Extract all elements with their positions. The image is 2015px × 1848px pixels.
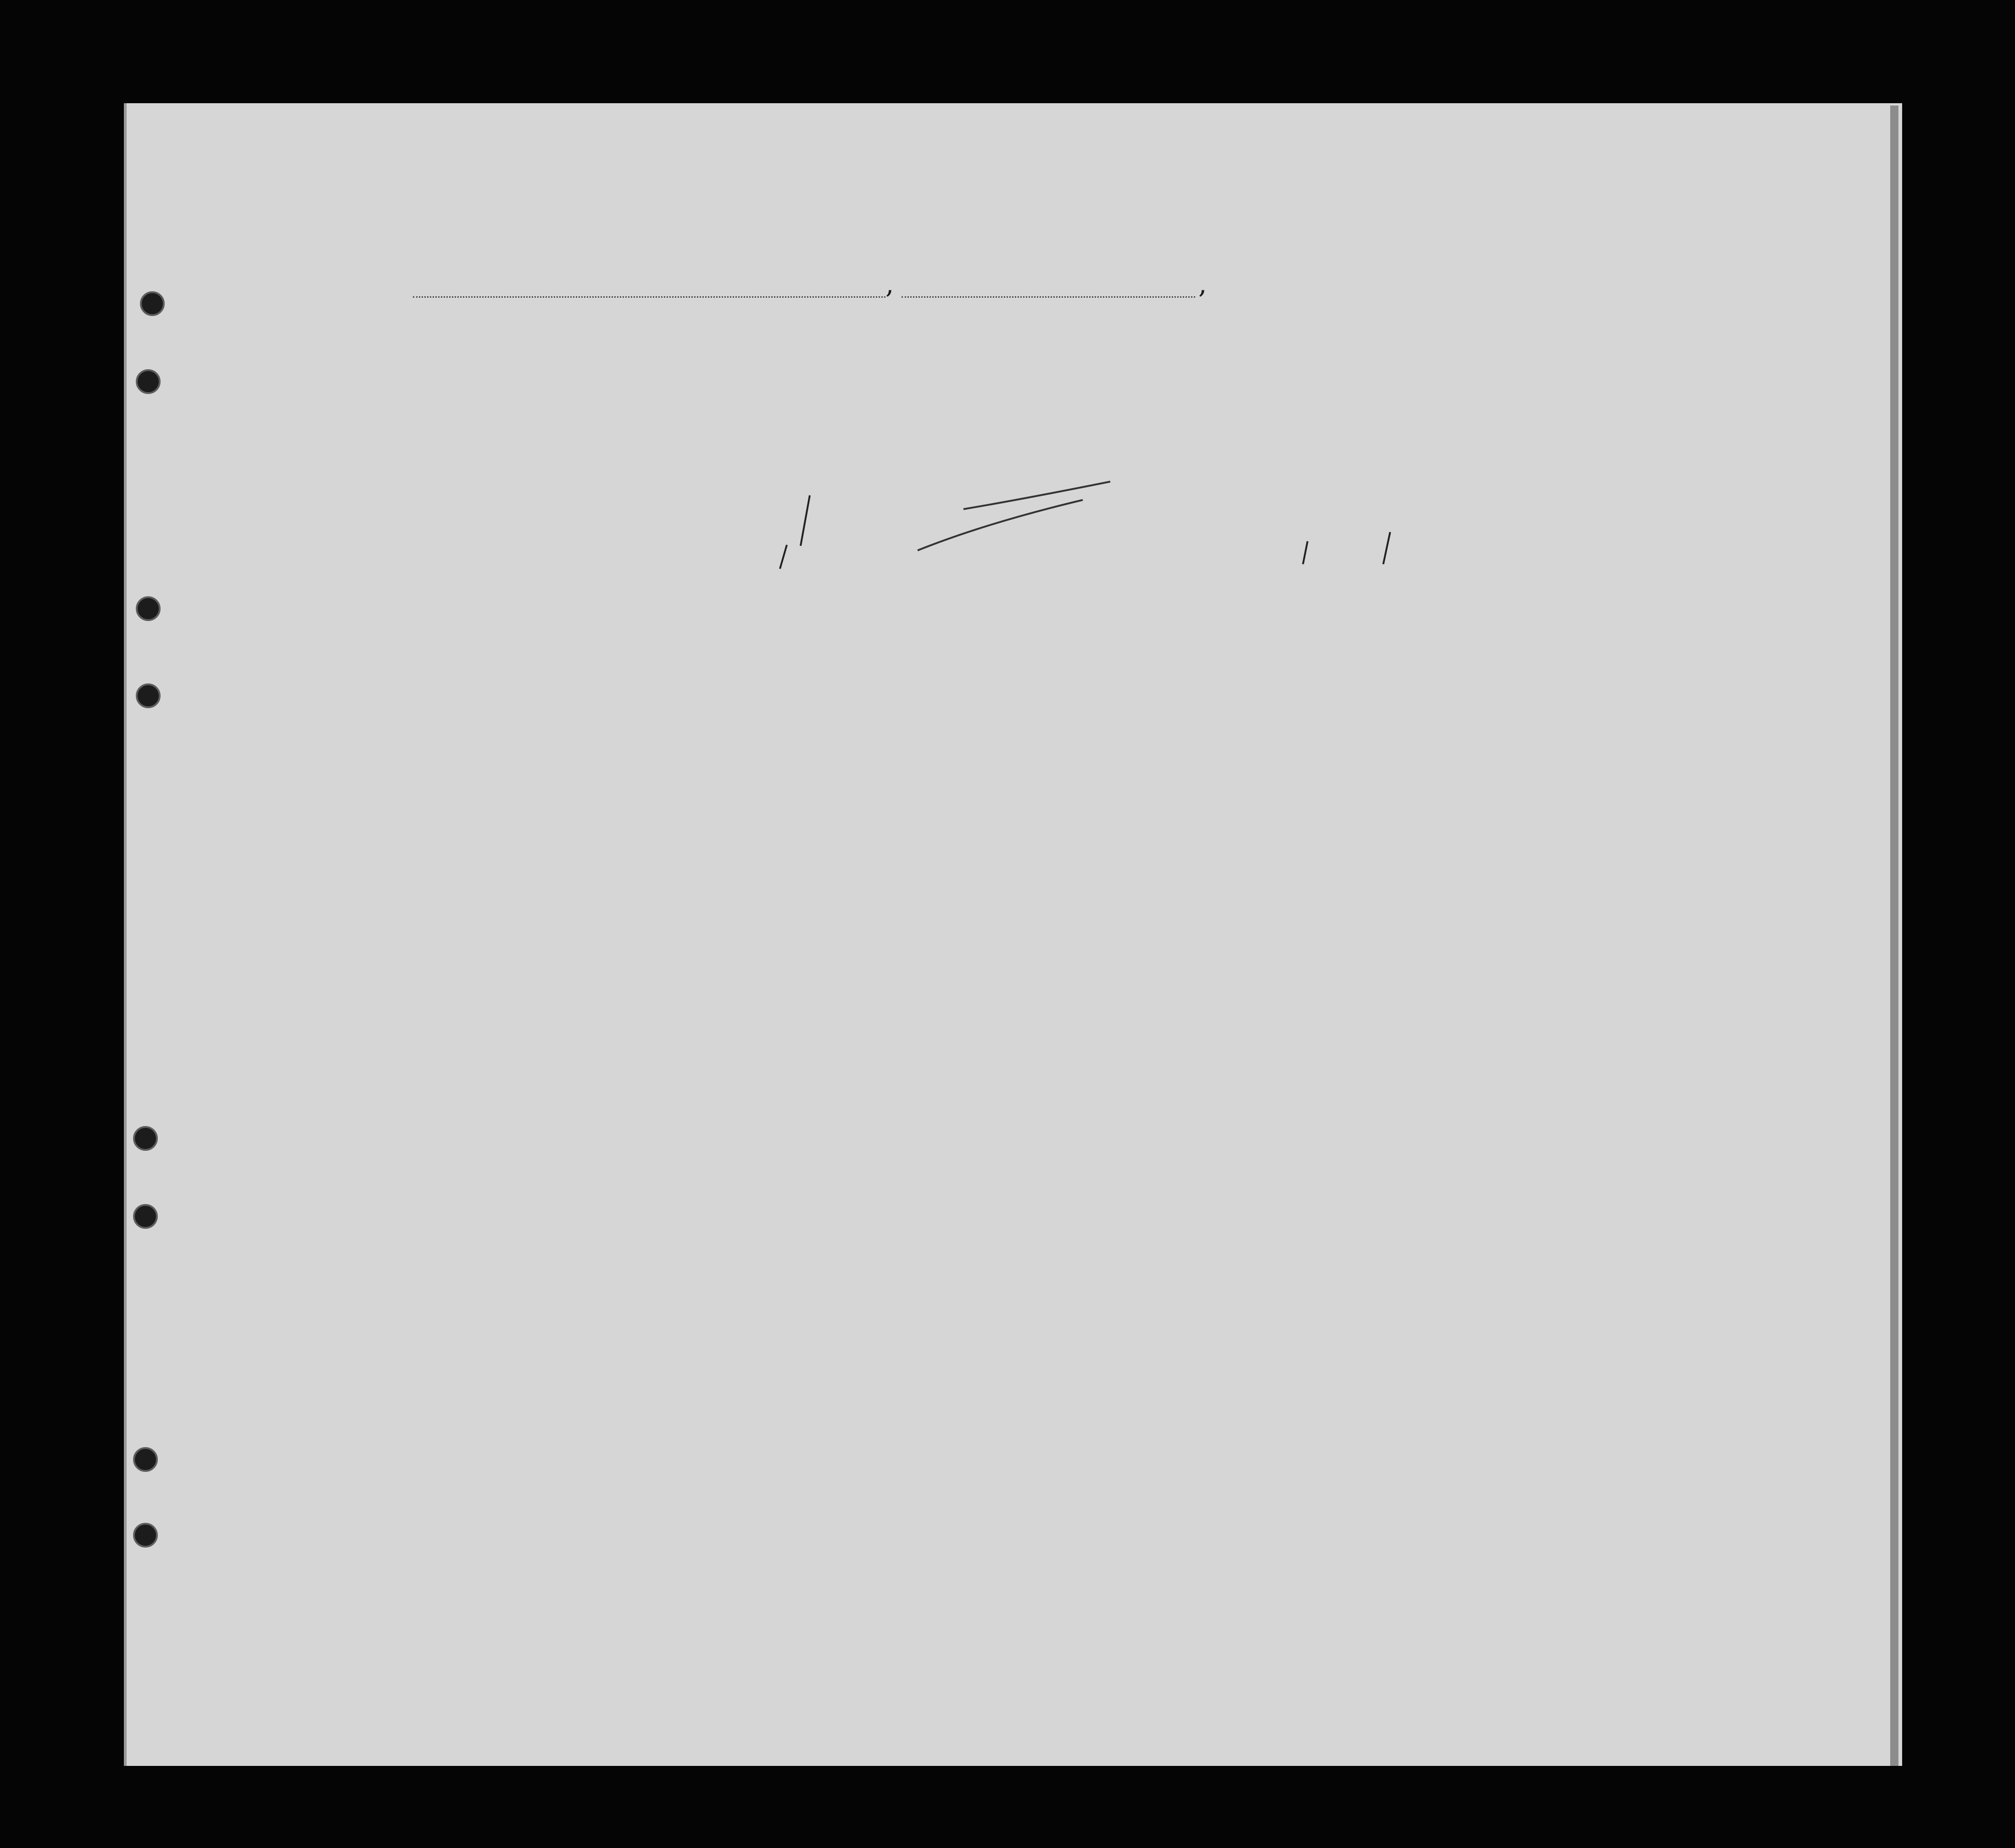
comma: , xyxy=(885,268,894,300)
comma: , xyxy=(1198,268,1207,300)
